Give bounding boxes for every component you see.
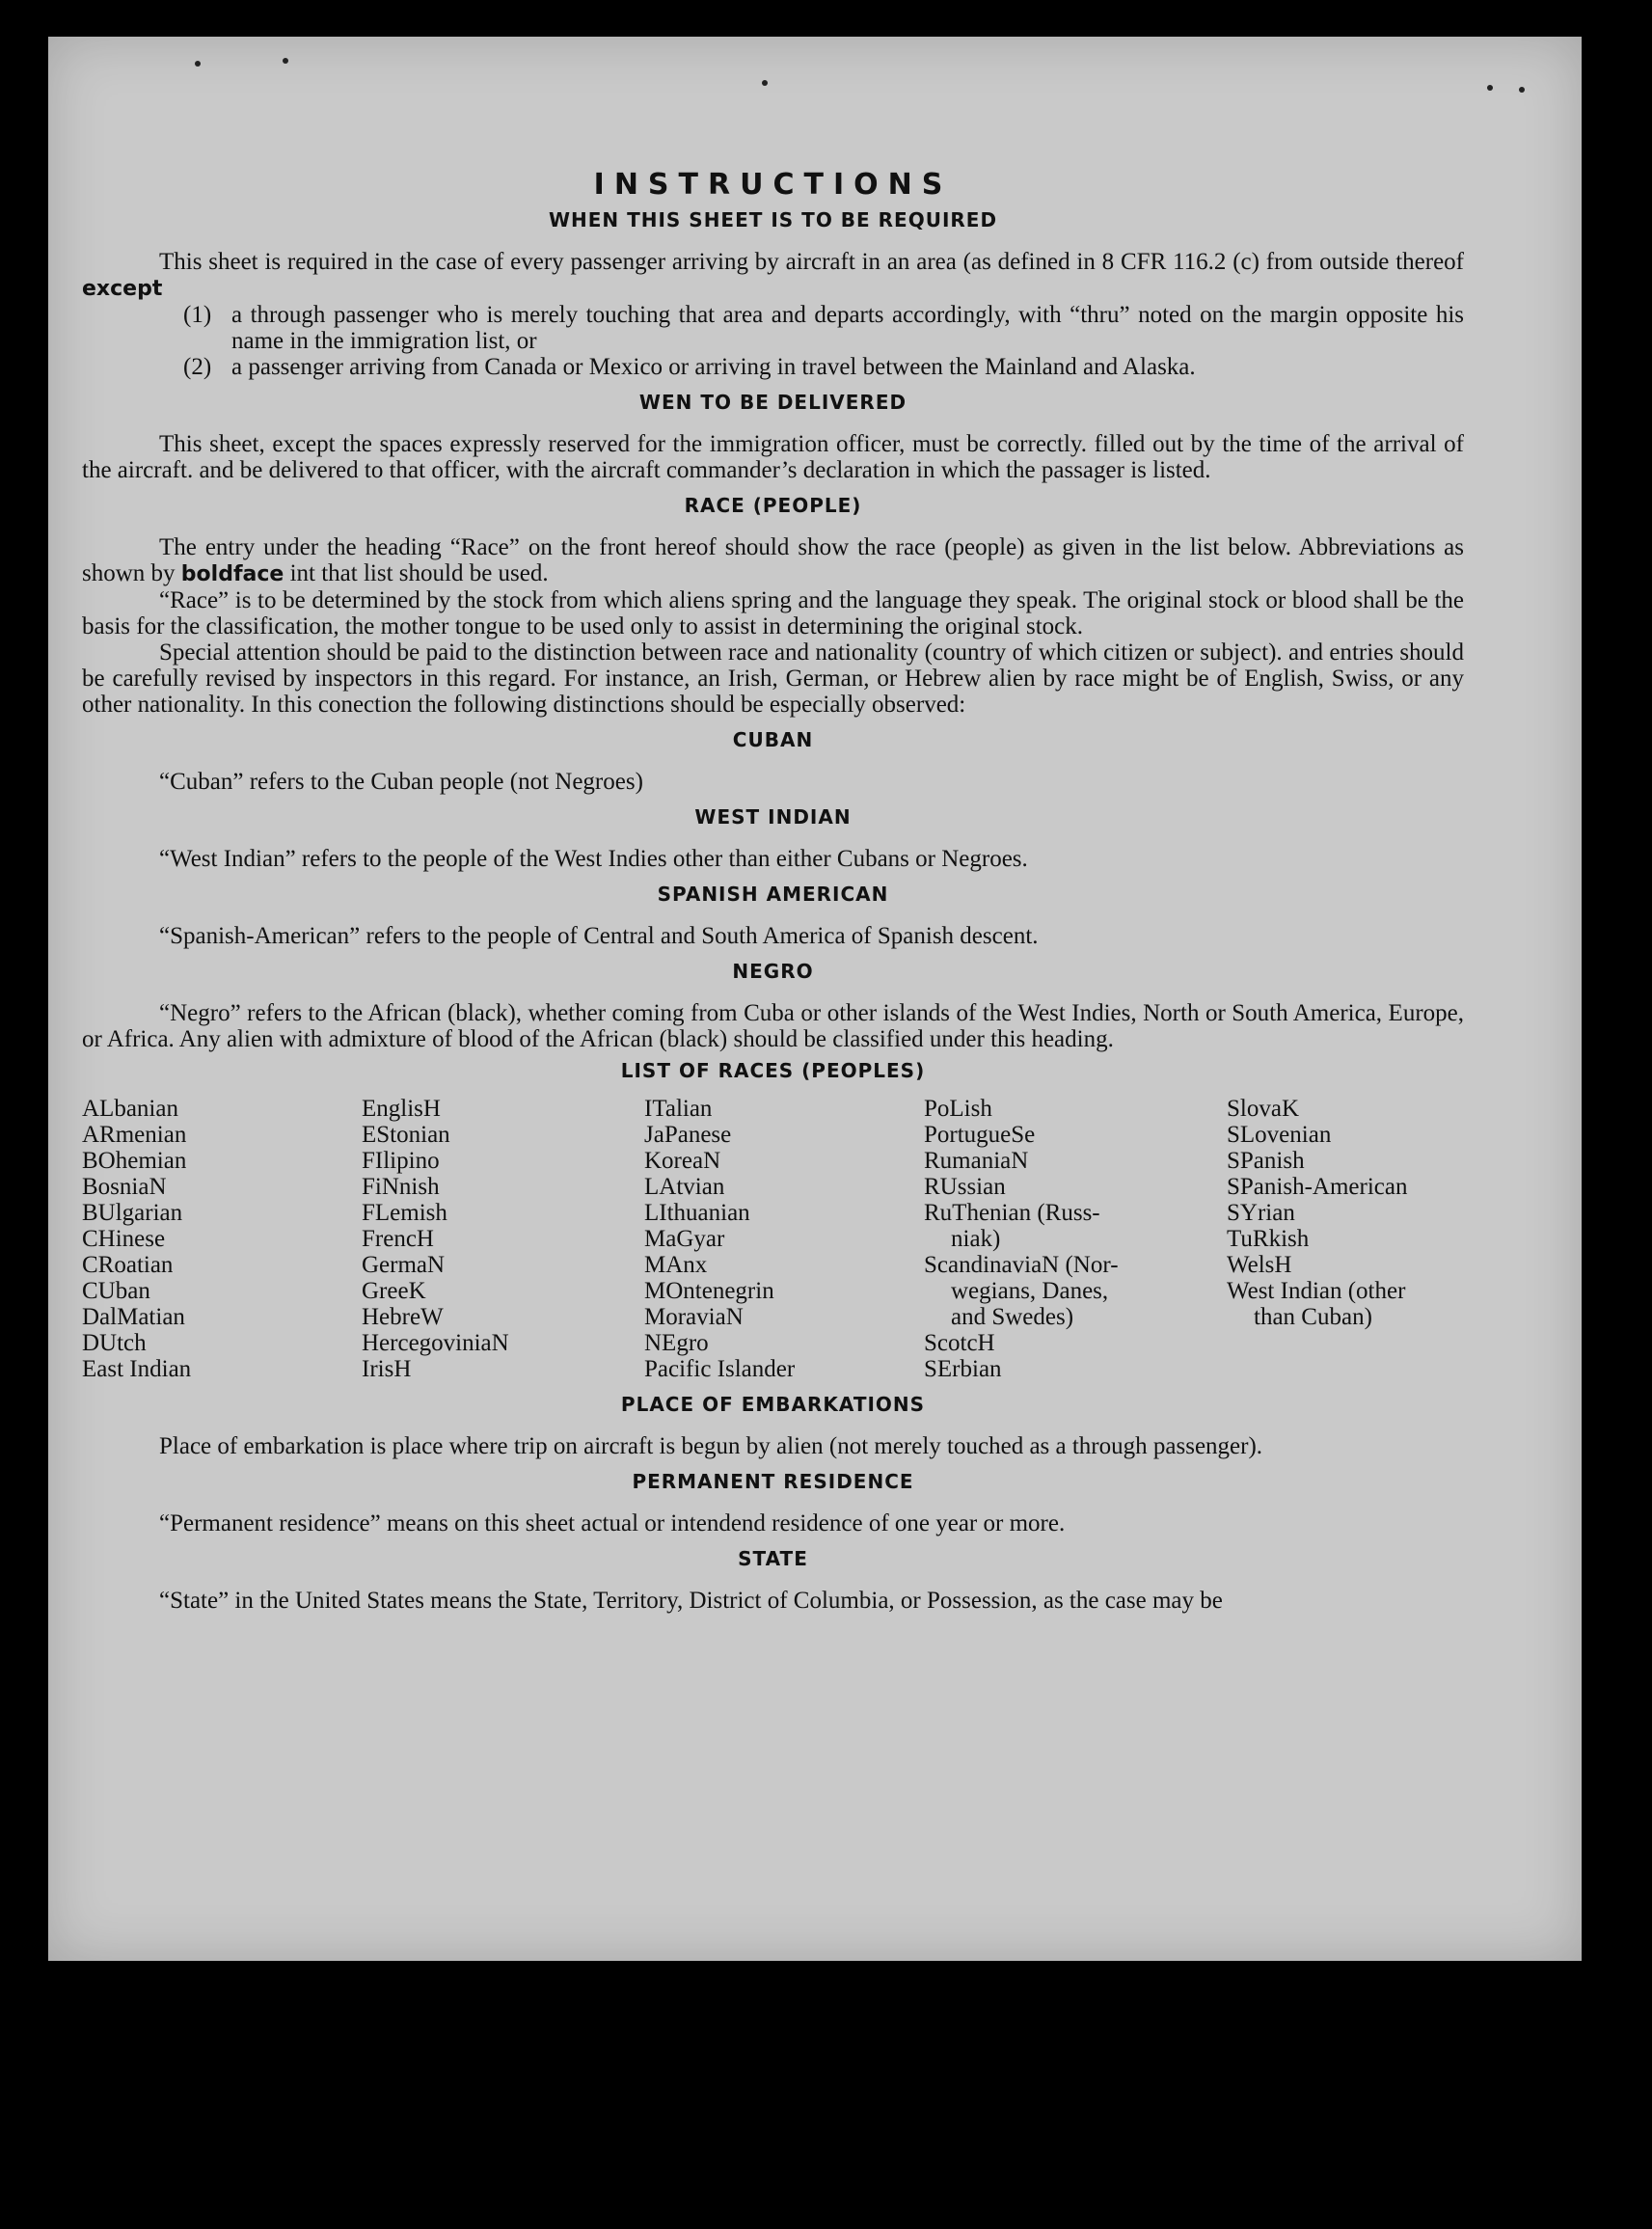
race-item: SPanish [1227, 1148, 1305, 1174]
race-item: EStonian [362, 1122, 450, 1148]
race-item: LAtvian [644, 1174, 725, 1200]
negro-text: “Negro” refers to the African (black), whether coming from Cuba or other islands of the West Indies, North or South America, Europe, or Africa. Any alien with admixture of blood of the African (black) should be classified under this heading. [82, 1000, 1464, 1052]
heading-state: STATE [738, 1547, 808, 1570]
delivered-text: This sheet, except the spaces expressly reserved for the immigration officer, must be correctly. filled out by the time of the arrival of the aircraft. and be delivered to that officer, with the aircraft commander’s declaration in which the passager is listed. [82, 431, 1464, 483]
race-paragraph-1: The entry under the heading “Race” on the front hereof should show the race (people) as given in the list below. Abbreviations as shown by boldface int that list should be used. [82, 534, 1464, 586]
race-paragraph-2: “Race” is to be determined by the stock from which aliens spring and the language they speak. The original stock or blood shall be the basis for the classification, the mother tongue to be used only to assist in determining the original stock. [82, 587, 1464, 639]
race-item: SlovaK [1227, 1096, 1299, 1122]
race-item: SErbian [924, 1356, 1002, 1382]
race-item: SYrian [1227, 1200, 1295, 1226]
punch-dot [1487, 85, 1493, 91]
race-item: GermaN [362, 1252, 446, 1278]
heading-cuban: CUBAN [732, 728, 814, 751]
race-item: FIlipino [362, 1148, 440, 1174]
race-item: DalMatian [82, 1304, 185, 1330]
west-indian-text: “West Indian” refers to the people of the West Indies other than either Cubans or Negroes. [159, 846, 1028, 872]
race-column [362, 1096, 644, 1382]
race-item: NEgro [644, 1330, 709, 1356]
race-item: MaGyar [644, 1226, 725, 1252]
cuban-text: “Cuban” refers to the Cuban people (not Negroes) [159, 769, 643, 795]
race-item: GreeK [362, 1278, 426, 1304]
race-item: MoraviaN [644, 1304, 744, 1330]
race-item: IrisH [362, 1356, 412, 1382]
punch-dot [195, 61, 201, 67]
race-item: FLemish [362, 1200, 447, 1226]
race-item: Pacific Islander [644, 1356, 796, 1382]
race-item: PortugueSe [924, 1122, 1036, 1148]
boldface-word: boldface [180, 562, 284, 586]
race-item: RuThenian (Russ- [924, 1200, 1100, 1226]
race-item: HercegoviniaN [362, 1330, 509, 1356]
state-text: “State” in the United States means the State, Territory, District of Columbia, or Possession, as the case may be [159, 1588, 1223, 1614]
race-item: BUlgarian [82, 1200, 183, 1226]
race-item: BosniaN [82, 1174, 167, 1200]
heading-residence: PERMANENT RESIDENCE [632, 1470, 914, 1493]
race-item: niak) [951, 1226, 1001, 1252]
list-item: (1) a through passenger who is merely touching that area and departs accordingly, with “thru” noted on the margin opposite his name in the immigration list, or [183, 302, 1464, 354]
race-item: HebreW [362, 1304, 444, 1330]
race-item: MOntenegrin [644, 1278, 774, 1304]
page-title: INSTRUCTIONS [593, 168, 953, 202]
heading-race: RACE (PEOPLE) [684, 494, 862, 517]
race-column [82, 1096, 362, 1382]
except-word: except [82, 277, 163, 301]
heading-delivered: WEN TO BE DELIVERED [638, 391, 907, 414]
race-item: BOhemian [82, 1148, 187, 1174]
race-item: SPanish-American [1227, 1174, 1408, 1200]
race-item: CUban [82, 1278, 150, 1304]
race-item: ITalian [644, 1096, 713, 1122]
race-list [82, 1096, 1464, 1382]
required-intro: This sheet is required in the case of every passenger arriving by aircraft in an area (as defined in 8 CFR 116.2 (c) from outside thereof except [82, 249, 1464, 301]
heading-spanish-american: SPANISH AMERICAN [657, 883, 889, 906]
race-column [644, 1096, 924, 1382]
race-item: FiNnish [362, 1174, 440, 1200]
race-item: than Cuban) [1254, 1304, 1372, 1330]
race-paragraph-3: Special attention should be paid to the distinction between race and nationality (country of which citizen or subject). and entries should be carefully revised by inspectors in this regard. For instance, an Irish, German, or Hebrew alien by race might be of English, Swiss, or any other nationality. In this conection the following distinctions should be especially observed: [82, 639, 1464, 718]
race-item: West Indian (other [1227, 1278, 1406, 1304]
race-item: MAnx [644, 1252, 708, 1278]
race-item: EnglisH [362, 1096, 441, 1122]
race-item: TuRkish [1227, 1226, 1310, 1252]
spanish-american-text: “Spanish-American” refers to the people of Central and South America of Spanish descent. [159, 923, 1039, 949]
heading-race-list: LIST OF RACES (PEOPLES) [620, 1059, 926, 1082]
race-item: ScotcH [924, 1330, 995, 1356]
heading-required: WHEN THIS SHEET IS TO BE REQUIRED [548, 208, 998, 231]
race-item: PoLish [924, 1096, 992, 1122]
instructions-content [82, 168, 1464, 1614]
race-item: CHinese [82, 1226, 166, 1252]
race-item: DUtch [82, 1330, 147, 1356]
list-item: (2) a passenger arriving from Canada or Mexico or arriving in travel between the Mainland and Alaska. [183, 354, 1196, 380]
punch-dot [1519, 87, 1525, 93]
heading-embarkation: PLACE OF EMBARKATIONS [620, 1393, 926, 1416]
race-item: SLovenian [1227, 1122, 1332, 1148]
race-item: East Indian [82, 1356, 192, 1382]
exception-list [82, 302, 1464, 380]
race-item: KoreaN [644, 1148, 721, 1174]
document-sheet [48, 37, 1582, 1961]
race-item: and Swedes) [951, 1304, 1074, 1330]
race-item: CRoatian [82, 1252, 174, 1278]
race-item: RumaniaN [924, 1148, 1029, 1174]
heading-negro: NEGRO [732, 960, 814, 983]
race-item: LIthuanian [644, 1200, 750, 1226]
punch-dot [283, 58, 288, 64]
residence-text: “Permanent residence” means on this sheet actual or intendend residence of one year or more. [159, 1510, 1066, 1536]
punch-dot [762, 80, 768, 86]
heading-west-indian: WEST INDIAN [694, 805, 852, 829]
race-item: ALbanian [82, 1096, 178, 1122]
race-item: wegians, Danes, [951, 1278, 1109, 1304]
race-item: ARmenian [82, 1122, 187, 1148]
race-column [924, 1096, 1227, 1382]
race-item: FrencH [362, 1226, 434, 1252]
race-item: RUssian [924, 1174, 1006, 1200]
embarkation-text: Place of embarkation is place where trip on aircraft is begun by alien (not merely touched as a through passenger). [159, 1433, 1263, 1459]
race-item: WelsH [1227, 1252, 1292, 1278]
race-item: ScandinaviaN (Nor- [924, 1252, 1119, 1278]
race-column [1227, 1096, 1464, 1382]
race-item: JaPanese [644, 1122, 732, 1148]
